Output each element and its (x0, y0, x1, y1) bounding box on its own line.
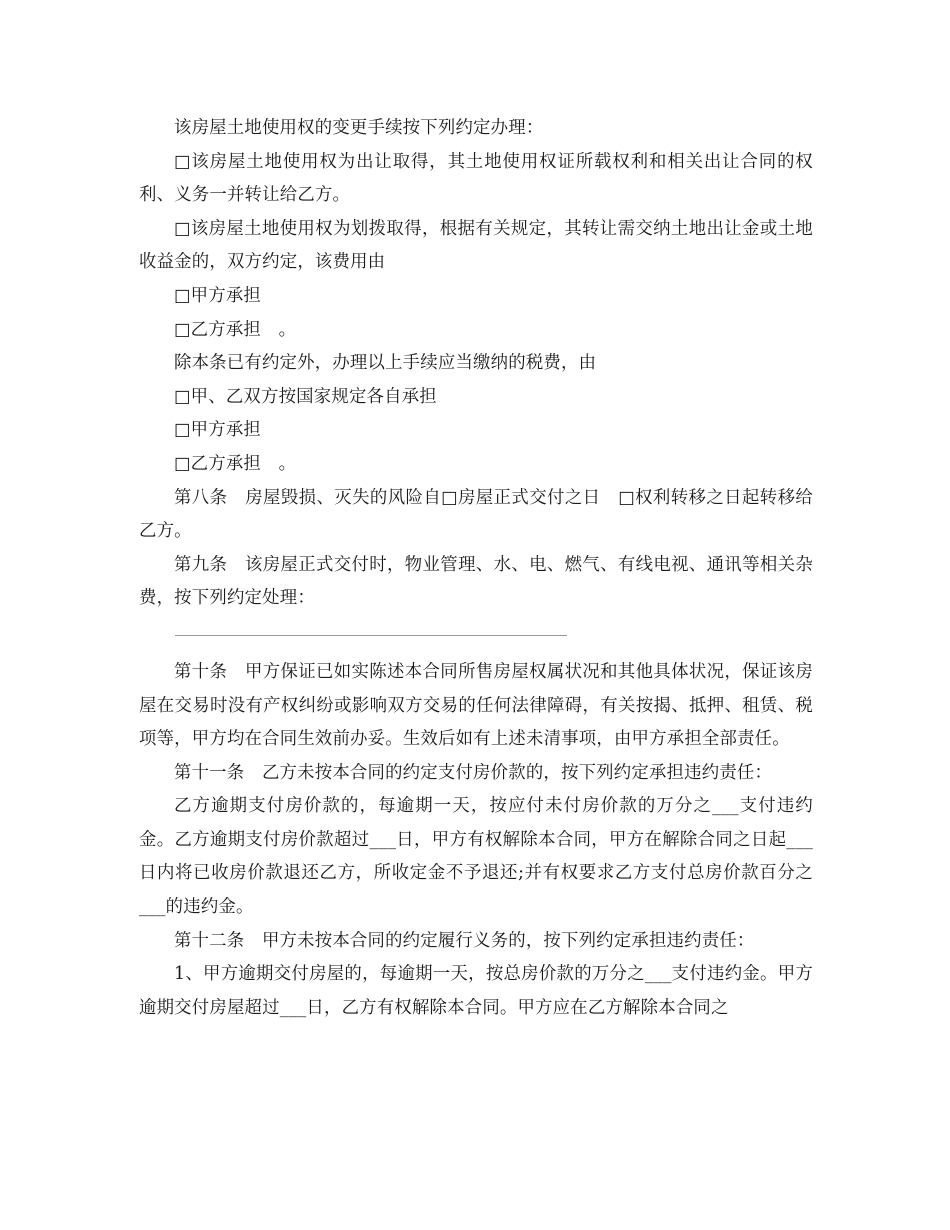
paragraph-land-use-intro: 该房屋土地使用权的变更手续按下列约定办理： (174, 118, 544, 138)
paragraph-article-12: 第十二条 甲方未按本合同的约定履行义务的，按下列约定承担违约责任： (174, 930, 755, 951)
paragraph-article-11-detail: 乙方逾期支付房价款的，每逾期一天，按应付未付房价款的万分之___支付违约金。乙方逾期支付房价款超过___日，甲方有权解除本合同，甲方在解除合同之日起___日内将已收房价款退还乙方，所收定金不予退还;并有权要求乙方支付总房价款百分之___的违约金。 (139, 796, 813, 918)
paragraph-article-10: 第十条 甲方保证已如实陈述本合同所售房屋权属状况和其他具体状况，保证该房屋在交易时没有产权纠纷或影响双方交易的任何法律障碍，有关按揭、抵押、租赁、税项等，甲方均在合同生效前办妥。生效后如有上述未清事项，由甲方承担全部责任。 (139, 661, 813, 750)
spacer (139, 636, 813, 656)
paragraph-tax-option-party-b: □乙方承担 。 (174, 453, 297, 474)
paragraph-article-8: 第八条 房屋毁损、灭失的风险自□房屋正式交付之日 □权利转移之日起转移给乙方。 (139, 487, 813, 542)
paragraph-tax-option-both: □甲、乙双方按国家规定各自承担 (174, 386, 437, 407)
paragraph-option-allocation: □该房屋土地使用权为划拨取得，根据有关规定，其转让需交纳土地出让金或土地收益金的，双方约定，该费用由 (139, 218, 813, 273)
paragraph-option-party-b: □乙方承担 。 (174, 319, 297, 340)
paragraph-tax-option-party-a: □甲方承担 (174, 420, 261, 441)
paragraph-article-11: 第十一条 乙方未按本合同的约定支付房价款的，按下列约定承担违约责任： (174, 762, 773, 783)
paragraph-article-12-item-1: 1、甲方逾期交付房屋的，每逾期一天，按总房价款的万分之___支付违约金。甲方逾期交付房屋超过___日，乙方有权解除本合同。甲方应在乙方解除本合同之 (139, 964, 813, 1018)
document-page (139, 112, 813, 1025)
paragraph-tax-intro: 除本条已有约定外，办理以上手续应当缴纳的税费，由 (174, 353, 597, 374)
paragraph-option-transfer: □该房屋土地使用权为出让取得，其土地使用权证所载权利和相关出让合同的权利、义务一并转让给乙方。 (139, 151, 813, 206)
paragraph-option-party-a: □甲方承担 (174, 285, 261, 306)
paragraph-article-9: 第九条 该房屋正式交付时，物业管理、水、电、燃气、有线电视、通讯等相关杂费，按下列约定处理： (139, 554, 813, 609)
